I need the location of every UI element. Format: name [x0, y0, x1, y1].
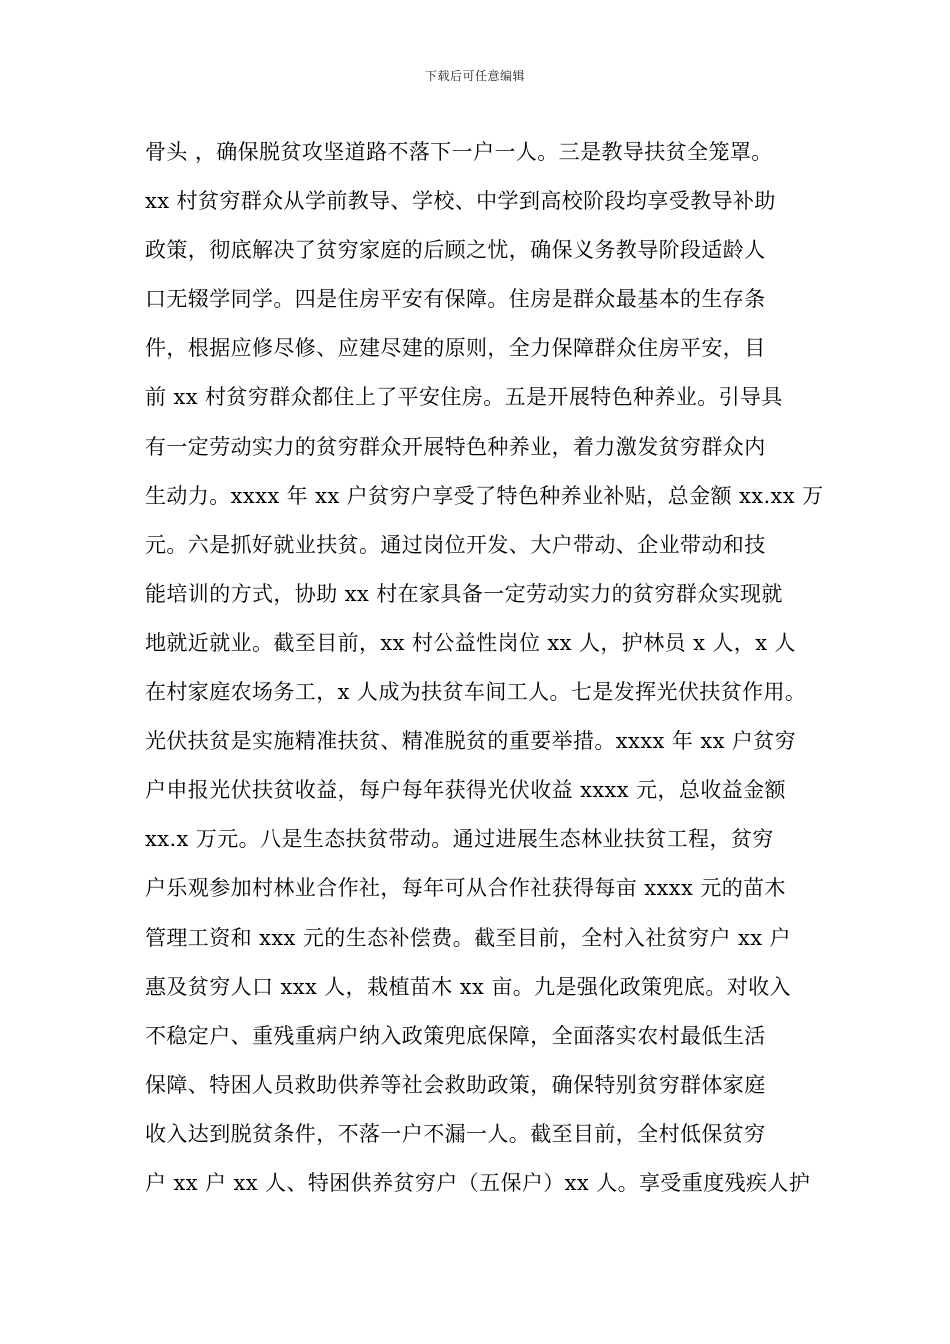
text-line: xx 村贫穷群众从学前教导、学校、中学到高校阶段均享受教导补助 [145, 189, 776, 214]
text-line: 生动力。xxxx 年 xx 户贫穷户享受了特色种养业补贴，总金额 xx.xx 万 [145, 483, 824, 508]
text-line: 元。六是抓好就业扶贫。通过岗位开发、大户带动、企业带动和技 [145, 532, 766, 557]
text-line: 前 xx 村贫穷群众都住上了平安住房。五是开展特色种养业。引导具 [145, 385, 783, 410]
text-line: 地就近就业。截至目前，xx 村公益性岗位 xx 人，护林员 x 人，x 人 [145, 630, 796, 655]
text-line: 政策，彻底解决了贫穷家庭的后顾之忧，确保义务教导阶段适龄人 [145, 238, 766, 263]
text-line: xx.x 万元。八是生态扶贫带动。通过进展生态林业扶贫工程，贫穷 [145, 827, 774, 852]
text-line: 收入达到脱贫条件，不落一户不漏一人。截至目前，全村低保贫穷 [145, 1121, 766, 1146]
text-line: 在村家庭农场务工，x 人成为扶贫车间工人。七是发挥光伏扶贫作用。 [145, 680, 807, 705]
text-line: 骨头 ，确保脱贫攻坚道路不落下一户一人。三是教导扶贫全笼罩。 [145, 140, 773, 164]
text-line: 户乐观参加村林业合作社，每年可从合作社获得每亩 xxxx 元的苗木 [145, 876, 786, 901]
text-line: 保障、特困人员救助供养等社会救助政策，确保特别贫穷群体家庭 [145, 1072, 766, 1097]
text-line: 户申报光伏扶贫收益，每户每年获得光伏收益 xxxx 元，总收益金额 [145, 778, 786, 803]
text-line: 光伏扶贫是实施精准扶贫、精准脱贫的重要举措。xxxx 年 xx 户贫穷 [145, 729, 797, 754]
text-line: 件，根据应修尽修、应建尽建的原则，全力保障群众住房平安，目 [145, 336, 766, 361]
text-line: 有一定劳动实力的贫穷群众开展特色种养业，着力激发贫穷群众内 [145, 434, 766, 459]
text-line: 户 xx 户 xx 人、特困供养贫穷户（五保户）xx 人。享受重度残疾人护 [145, 1170, 811, 1195]
text-line: 管理工资和 xxx 元的生态补偿费。截至目前，全村入社贫穷户 xx 户 [145, 925, 791, 950]
text-line: 惠及贫穷人口 xxx 人，栽植苗木 xx 亩。九是强化政策兜底。对收入 [145, 974, 791, 999]
body-text [145, 128, 825, 1208]
text-line: 不稳定户、重残重病户纳入政策兜底保障，全面落实农村最低生活 [145, 1023, 766, 1048]
text-line: 能培训的方式，协助 xx 村在家具备一定劳动实力的贫穷群众实现就 [145, 581, 783, 606]
page-header: 下载后可任意编辑 [424, 69, 525, 83]
text-line: 口无辍学同学。四是住房平安有保障。住房是群众最基本的生存条 [145, 287, 766, 312]
